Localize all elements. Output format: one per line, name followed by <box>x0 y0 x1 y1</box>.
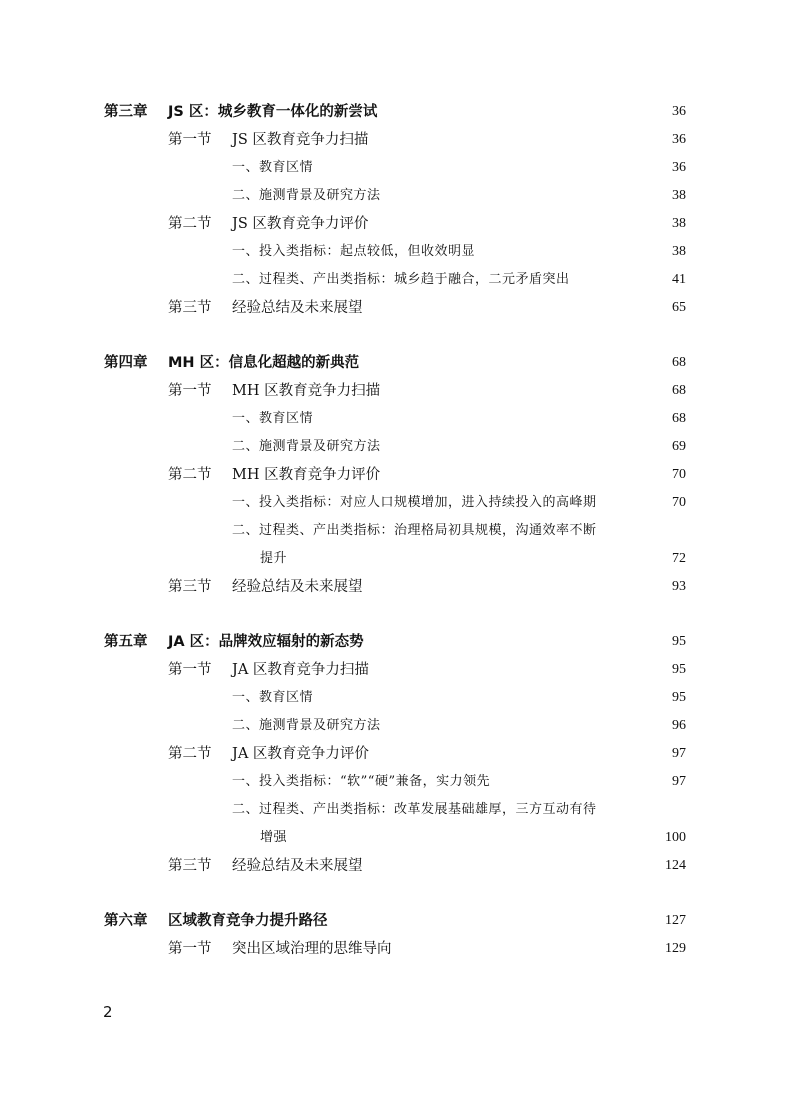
chapter-number: 第六章 <box>104 913 148 929</box>
chapter-title: JS 区：城乡教育一体化的新尝试 <box>168 104 378 120</box>
section-number: 第二节 <box>168 216 212 232</box>
toc-section[interactable] <box>0 464 790 486</box>
section-heading <box>168 855 363 877</box>
subsection-title: 一、教育区情 <box>232 160 314 175</box>
section-title: 经验总结及未来展望 <box>232 858 363 874</box>
subsection-title: 二、过程类、产出类指标：城乡趋于融合，二元矛盾突出 <box>232 272 570 287</box>
toc-subsection[interactable] <box>0 771 790 793</box>
section-title: JS 区教育竞争力评价 <box>232 216 369 232</box>
page-number: 68 <box>672 383 686 398</box>
page-number: 65 <box>672 300 686 315</box>
section-title: MH 区教育竞争力扫描 <box>232 383 381 399</box>
toc-subsection[interactable] <box>0 799 790 821</box>
page-number: 97 <box>672 774 686 789</box>
toc-subsection[interactable] <box>0 269 790 291</box>
subsection-title: 二、施测背景及研究方法 <box>232 718 381 733</box>
page-number: 129 <box>665 941 686 956</box>
toc-section[interactable] <box>0 743 790 765</box>
page-number: 96 <box>672 718 686 733</box>
subsection-title-continuation: 提升 <box>260 551 288 566</box>
toc-chapter[interactable] <box>0 352 790 374</box>
toc-subsection[interactable] <box>0 492 790 514</box>
toc-subsection[interactable] <box>0 157 790 179</box>
page-number: 70 <box>672 495 686 510</box>
toc-subsection[interactable] <box>0 715 790 737</box>
page-number: 124 <box>665 858 686 873</box>
chapter-heading <box>104 101 377 123</box>
toc-subsection[interactable] <box>0 185 790 207</box>
toc-subsection-continuation[interactable] <box>0 548 790 570</box>
page-number: 93 <box>672 579 686 594</box>
section-title: MH 区教育竞争力评价 <box>232 467 381 483</box>
section-number: 第一节 <box>168 383 212 399</box>
toc-section[interactable] <box>0 576 790 598</box>
page-number: 36 <box>672 104 686 119</box>
page-number: 95 <box>672 634 686 649</box>
page-number: 38 <box>672 216 686 231</box>
section-number: 第三节 <box>168 300 212 316</box>
chapter-number: 第五章 <box>104 634 148 650</box>
chapter-heading <box>104 352 359 374</box>
toc-chapter[interactable] <box>0 631 790 653</box>
subsection-title: 一、教育区情 <box>232 411 314 426</box>
page-folio-number: 2 <box>103 1003 113 1021</box>
page-number: 68 <box>672 355 686 370</box>
page-number: 41 <box>672 272 686 287</box>
toc-section[interactable] <box>0 213 790 235</box>
toc-subsection[interactable] <box>0 408 790 430</box>
page-number: 95 <box>672 690 686 705</box>
section-number: 第三节 <box>168 579 212 595</box>
section-title: JA 区教育竞争力扫描 <box>232 662 369 678</box>
toc-subsection[interactable] <box>0 241 790 263</box>
page-number: 72 <box>672 551 686 566</box>
chapter-number: 第四章 <box>104 355 148 371</box>
toc-section[interactable] <box>0 855 790 877</box>
page-number: 36 <box>672 160 686 175</box>
section-number: 第一节 <box>168 941 212 957</box>
subsection-title: 二、施测背景及研究方法 <box>232 188 381 203</box>
section-number: 第三节 <box>168 858 212 874</box>
page-number: 69 <box>672 439 686 454</box>
section-heading <box>168 213 368 235</box>
toc-section[interactable] <box>0 938 790 960</box>
chapter-title: JA 区：品牌效应辐射的新态势 <box>168 634 364 650</box>
section-heading <box>168 938 392 960</box>
page-number: 97 <box>672 746 686 761</box>
section-title: 经验总结及未来展望 <box>232 579 363 595</box>
page-number: 38 <box>672 188 686 203</box>
subsection-title-continuation: 增强 <box>260 830 288 845</box>
page-number: 95 <box>672 662 686 677</box>
toc-section[interactable] <box>0 659 790 681</box>
toc-subsection[interactable] <box>0 436 790 458</box>
toc-section[interactable] <box>0 129 790 151</box>
chapter-heading <box>104 910 328 932</box>
page-number: 100 <box>665 830 686 845</box>
section-heading <box>168 129 368 151</box>
section-number: 第一节 <box>168 132 212 148</box>
toc-subsection-continuation[interactable] <box>0 827 790 849</box>
toc-subsection[interactable] <box>0 687 790 709</box>
chapter-title: 区域教育竞争力提升路径 <box>168 913 328 929</box>
subsection-title: 一、教育区情 <box>232 690 314 705</box>
toc-chapter[interactable] <box>0 910 790 932</box>
toc-chapter[interactable] <box>0 101 790 123</box>
section-heading <box>168 380 380 402</box>
subsection-title: 二、过程类、产出类指标：治理格局初具规模，沟通效率不断 <box>232 523 597 538</box>
chapter-heading <box>104 631 364 653</box>
section-title: JS 区教育竞争力扫描 <box>232 132 369 148</box>
page-number: 38 <box>672 244 686 259</box>
section-number: 第二节 <box>168 746 212 762</box>
subsection-title: 二、施测背景及研究方法 <box>232 439 381 454</box>
section-heading <box>168 297 363 319</box>
chapter-title: MH 区：信息化超越的新典范 <box>168 355 360 371</box>
section-heading <box>168 659 369 681</box>
toc-section[interactable] <box>0 297 790 319</box>
section-heading <box>168 743 369 765</box>
toc-subsection[interactable] <box>0 520 790 542</box>
section-title: 经验总结及未来展望 <box>232 300 363 316</box>
section-number: 第一节 <box>168 662 212 678</box>
page-number: 70 <box>672 467 686 482</box>
subsection-title: 一、投入类指标：对应人口规模增加，进入持续投入的高峰期 <box>232 495 597 510</box>
page-number: 68 <box>672 411 686 426</box>
subsection-title: 一、投入类指标：“软”“硬”兼备，实力领先 <box>232 774 491 789</box>
chapter-number: 第三章 <box>104 104 148 120</box>
subsection-title: 一、投入类指标：起点较低，但收效明显 <box>232 244 476 259</box>
page-number: 36 <box>672 132 686 147</box>
section-heading <box>168 576 363 598</box>
section-title: JA 区教育竞争力评价 <box>232 746 369 762</box>
section-number: 第二节 <box>168 467 212 483</box>
toc-section[interactable] <box>0 380 790 402</box>
section-heading <box>168 464 380 486</box>
subsection-title: 二、过程类、产出类指标：改革发展基础雄厚，三方互动有待 <box>232 802 597 817</box>
page-number: 127 <box>665 913 686 928</box>
section-title: 突出区域治理的思维导向 <box>232 941 392 957</box>
